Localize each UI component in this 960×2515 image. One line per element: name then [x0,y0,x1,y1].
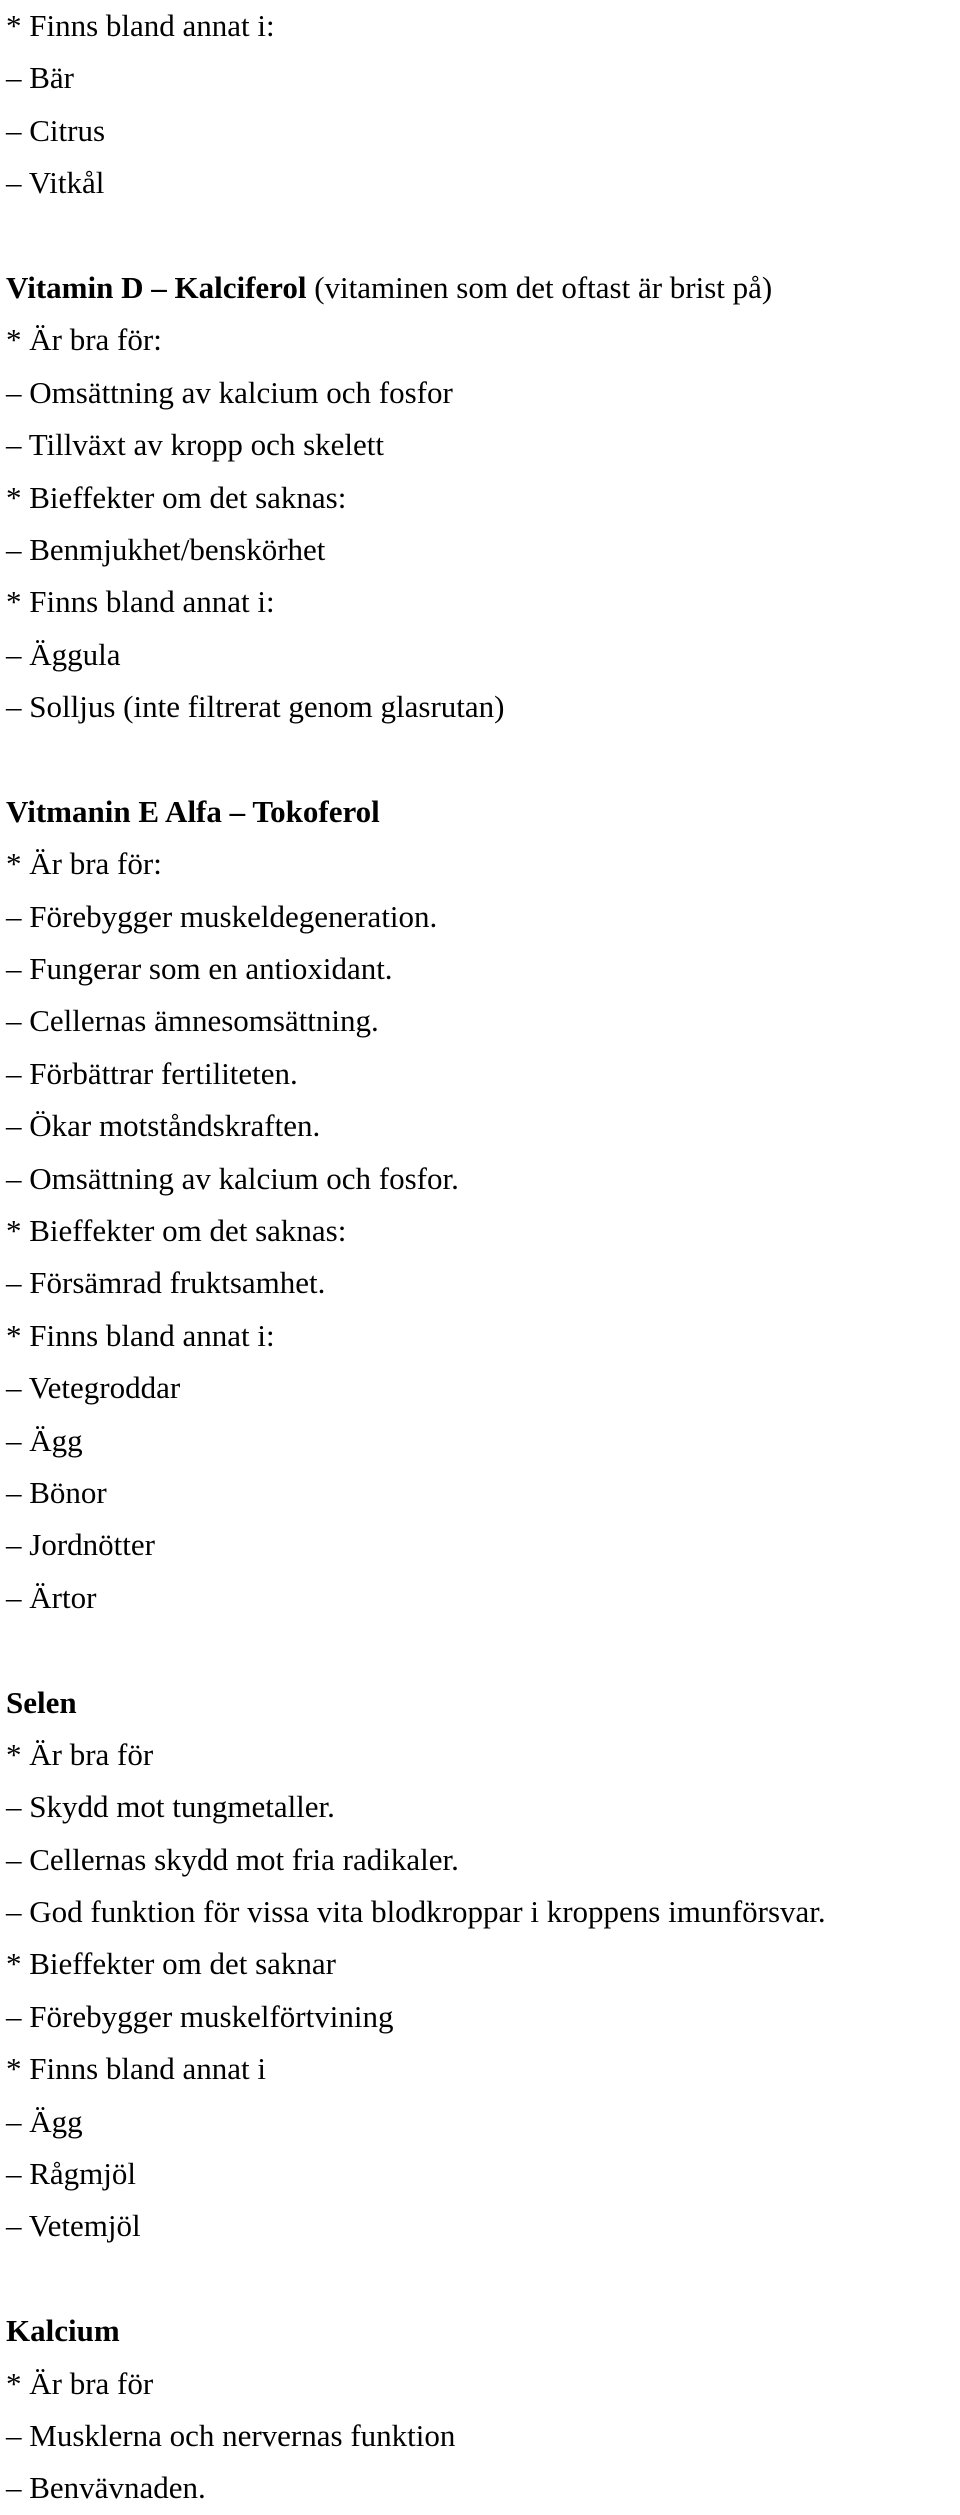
text-line: * Är bra för: [6,846,162,882]
text-line: – Citrus [6,112,106,148]
text-line: – Ägg [6,1422,83,1458]
section-spacer [6,210,956,262]
text-line: – Vetemjöl [6,2208,141,2244]
document-body [6,0,956,2515]
section-vitamin-c-sources [6,0,956,210]
text-line: – Skydd mot tungmetaller. [6,1789,335,1825]
section-heading [6,262,956,314]
text-line: – God funktion för vissa vita blodkroppar i kroppens imunförsvar. [6,1894,826,1930]
section-spacer [6,1624,956,1676]
section-vitamin-e [6,786,956,1624]
text-line: – Benvävnaden. [6,2470,206,2506]
text-line: – Vitkål [6,165,105,201]
text-line: – Musklerna och nervernas funktion [6,2417,456,2453]
section-spacer [6,733,956,785]
text-line: – Förebygger muskelförtvining [6,1998,394,2034]
text-line: – Äggula [6,636,121,672]
text-line: – Benmjukhet/benskörhet [6,531,326,567]
text-line: * Finns bland annat i: [6,584,275,620]
text-line: – Bär [6,60,75,96]
text-line: – Ägg [6,2103,83,2139]
text-line: * Finns bland annat i: [6,1317,275,1353]
text-line: * Bieffekter om det saknar [6,1946,336,1982]
section-heading: Kalcium [6,2313,120,2349]
text-line: * Bieffekter om det saknas: [6,1212,347,1248]
text-line: – Cellernas skydd mot fria radikaler. [6,1841,459,1877]
text-line: * Är bra för [6,2365,154,2401]
text-line: – Fungerar som en antioxidant. [6,951,393,987]
text-line: * Finns bland annat i: [6,8,275,43]
text-line: – Förbättrar fertiliteten. [6,1055,298,1091]
text-line: – Cellernas ämnesomsättning. [6,1003,379,1039]
heading-note: (vitaminen som det oftast är brist på) [306,269,773,305]
section-heading: Vitmanin E Alfa – Tokoferol [6,793,380,829]
heading-title: Vitamin D – Kalciferol [6,269,307,305]
text-line: – Försämrad fruktsamhet. [6,1265,326,1301]
text-line: – Ökar motståndskraften. [6,1108,321,1144]
text-line: – Förebygger muskeldegeneration. [6,898,438,934]
section-kalcium [6,2305,956,2515]
text-line: * Är bra för [6,1736,154,1772]
section-heading: Selen [6,1684,77,1720]
text-line: – Ärtor [6,1579,97,1615]
text-line: – Rågmjöl [6,2156,137,2192]
text-line: – Solljus (inte filtrerat genom glasrutan) [6,689,505,725]
text-line: * Finns bland annat i [6,2051,267,2087]
text-line: * Är bra för: [6,322,162,358]
text-line: – Tillväxt av kropp och skelett [6,427,385,463]
text-line: – Vetegroddar [6,1370,181,1406]
section-spacer [6,2253,956,2305]
text-line: – Omsättning av kalcium och fosfor [6,374,453,410]
text-line: – Bönor [6,1474,107,1510]
text-line: – Omsättning av kalcium och fosfor. [6,1160,459,1196]
text-line: * Bieffekter om det saknas: [6,479,347,515]
section-selen [6,1677,956,2253]
section-vitamin-d [6,262,956,734]
text-line: – Jordnötter [6,1527,155,1563]
